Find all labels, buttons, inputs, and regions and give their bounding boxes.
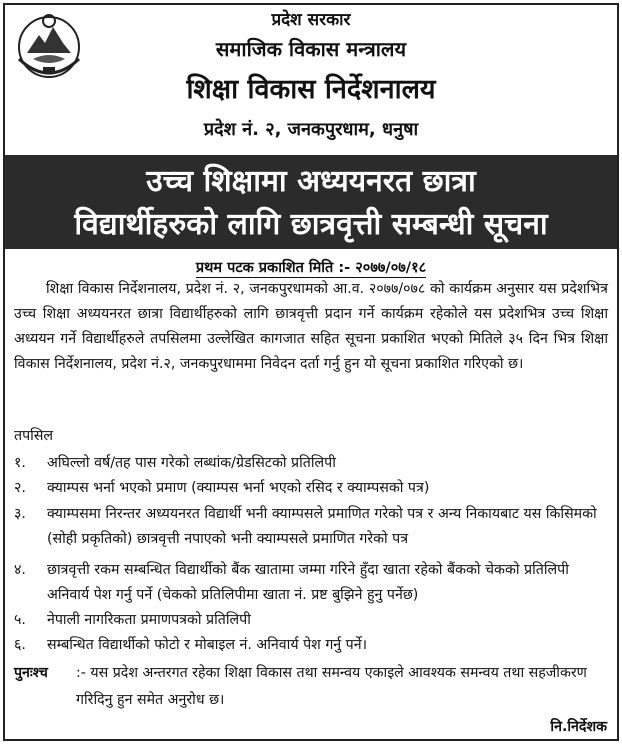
list-item-text: छात्रवृत्ती रकम सम्बन्धित विद्यार्थीको बैंक खातामा जम्मा गरिने हुँदा खाता रहेको बैंकको चेकको प्रतिलिपी अनिवार्य पेश गर्नु पर्ने (चेकको प्रतिलिपीमा खाता नं. प्रष्ट बुझिने हुनु पर्नेछ) <box>47 562 569 603</box>
list-item-number: ६. <box>14 637 26 653</box>
header-ministry: समाजिक विकास मन्त्रालय <box>215 37 407 61</box>
notice-page <box>3 3 619 741</box>
notice-title-banner <box>5 155 617 249</box>
list-item-number: १. <box>14 455 26 471</box>
list-item <box>14 502 608 552</box>
list-item-text: सम्बन्धित विद्यार्थीको फोटो र मोबाइल नं. अनिवार्य पेश गर्नु पर्ने। <box>47 637 367 653</box>
list-item-number: ३. <box>14 506 26 522</box>
list-item-number: २. <box>14 480 26 496</box>
header-directorate: शिक्षा विकास निर्देशनालय <box>186 74 436 105</box>
banner-title-line2: विद्यार्थीहरुको लागि छात्रवृत्ती सम्बन्धी सूचना <box>74 207 548 242</box>
list-item <box>14 608 608 633</box>
header-address: प्रदेश नं. २, जनकपुरधाम, धनुषा <box>203 119 419 140</box>
list-item <box>14 451 608 476</box>
postscript-label: पुनःश्च <box>14 665 48 681</box>
list-item-text: अघिल्लो वर्ष/तह पास गरेको लब्धांक/ग्रेडसिटको प्रतिलिपी <box>47 455 336 471</box>
list-item-text: क्याम्पसमा निरन्तर अध्ययनरत विद्यार्थी भनी क्याम्पसले प्रमाणित गरेको पत्र र अन्य निकायबाट यस किसिमको (सोही प्रकृतिको) छात्रवृत्ती नपाएको भनी क्याम्पसले प्रमाणित गरेको पत्र <box>47 506 597 547</box>
list-item-number: ५. <box>14 612 26 628</box>
postscript-text: :- यस प्रदेश अन्तरगत रहेका शिक्षा विकास तथा समन्वय एकाइले आवश्यक समन्वय तथा सहजीकरण गरिदिनु हुन समेत अनुरोध छ। <box>76 665 587 708</box>
list-item <box>14 633 608 658</box>
list-item-number: ४. <box>14 562 26 578</box>
body-paragraph: शिक्षा विकास निर्देशनालय, प्रदेश नं. २, जनकपुरधामको आ.व. २०७७/०७८ को कार्यक्रम अनुसार यस प्रदेशभित्र उच्च शिक्षा अध्ययनरत छात्रा विद्यार्थीहरुको लागि छात्रवृत्ती प्रदान गर्ने कार्यक्रम रहेकोले यस प्रदेशभित्र उच्च शिक्षा अध्ययन गर्ने विद्यार्थीहरुले तपसिलमा उल्लेखित कागजात सहित सूचना प्रकाशित भएको मितिले ३५ दिन भित्र शिक्षा विकास निर्देशनालय, प्रदेश नं.२, जनकपुरधाममा निवेदन दर्ता गर्नु हुन यो सूचना प्रकाशित गरिएको छ। <box>14 281 608 372</box>
list-item-text: क्याम्पस भर्ना भएको प्रमाण (क्याम्पस भर्ना भएको रसिद र क्याम्पसको पत्र) <box>47 480 430 496</box>
postscript-note <box>14 660 608 714</box>
list-item <box>14 558 608 608</box>
signature: नि.निर्देशक <box>550 719 607 735</box>
banner-title-line1: उच्च शिक्षामा अध्ययनरत छात्रा <box>146 164 476 199</box>
list-item-text: नेपाली नागरिकता प्रमाणपत्रको प्रतिलिपी <box>47 612 251 628</box>
published-date <box>5 257 617 277</box>
header-government: प्रदेश सरकार <box>271 10 351 30</box>
list-item <box>14 476 608 501</box>
published-date-text: प्रथम पटक प्रकाशित मिति :- २०७७/०७/१८ <box>195 260 427 276</box>
list-title: तपसिल <box>14 428 54 444</box>
letterhead <box>5 5 617 155</box>
